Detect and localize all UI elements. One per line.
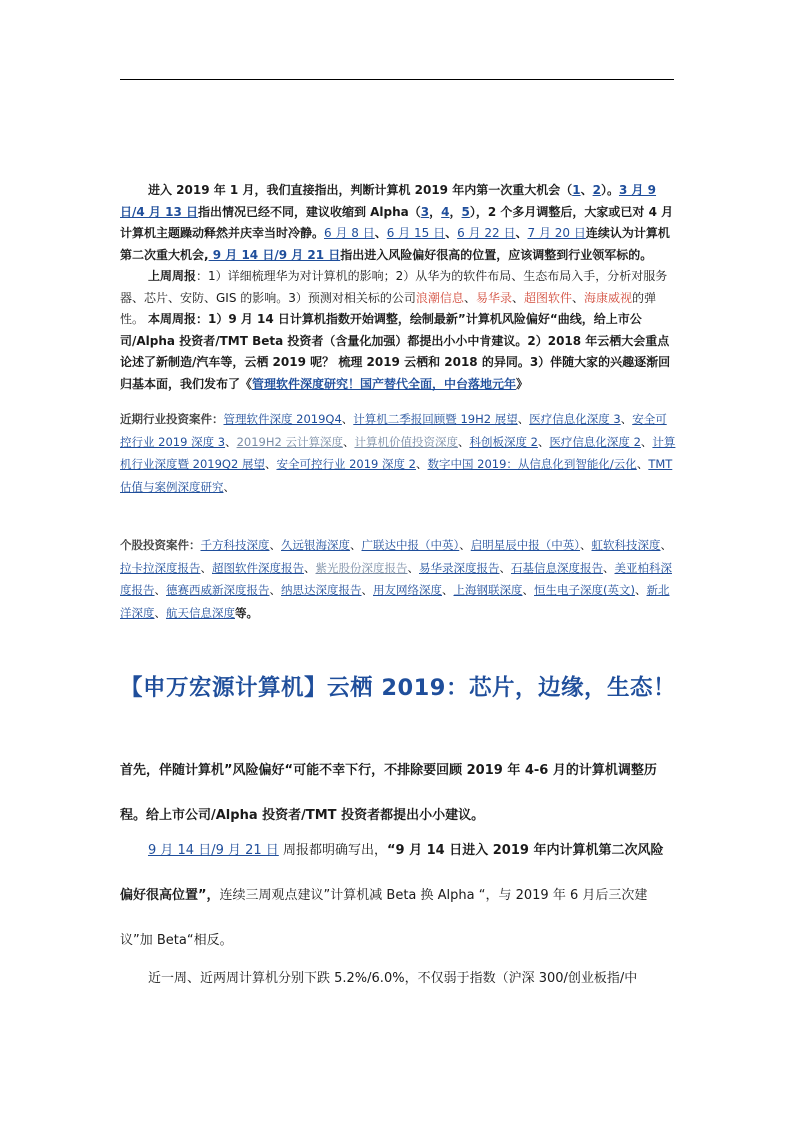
separator: 、 — [342, 434, 355, 449]
industry-case-link[interactable]: 2019H2 云计算深度 — [236, 434, 343, 449]
separator: 、 — [636, 457, 649, 472]
company-inspur: 浪潮信息 — [415, 290, 464, 305]
separator: 、 — [634, 583, 647, 598]
separator: 、 — [200, 560, 212, 575]
industry-cases-label: 近期行业投资案件 — [120, 412, 212, 426]
link-sep14-sep21[interactable]: 9 月 14 日/9 月 21 日 — [208, 247, 341, 262]
company-yihualu: 易华录 — [475, 290, 512, 305]
separator: 、 — [537, 434, 550, 449]
company-hikvision: 海康威视 — [584, 290, 633, 305]
separator: 、 — [522, 583, 534, 598]
intro-paragraph: 进入 2019 年 1 月，我们直接指出，判断计算机 2019 年内第一次重大机会（1、2）。3 月 9 日/4 月 13 日指出情况已经不同，建议收缩到 Alpha（3，4，5），2 个多月调整后，大家或已对 4 月计算机主题躁动释然并庆幸当时冷静。6 月 8 日、6 月 15 日、6 月 22 日、7 月 20 日连续认为计算机第二次重大机会, 9 月 14 日/9 月 21 日指出进入风险偏好很高的位置，应该调整到行业领军标的。 — [120, 183, 674, 262]
link-jun22[interactable]: 6 月 22 日 — [457, 226, 516, 240]
stock-cases-label: 个股投资案件 — [120, 538, 189, 552]
industry-case-link[interactable]: 医疗信息化深度 2 — [549, 434, 641, 449]
stocks-case-link[interactable]: 超图软件深度报告 — [212, 560, 304, 575]
separator: 、 — [223, 479, 235, 494]
separator: 、 — [269, 583, 281, 598]
separator: 、 — [517, 412, 530, 426]
separator: 、 — [416, 457, 428, 472]
link-management-software-report[interactable]: 管理软件深度研究！国产替代全面，中台落地元年 — [252, 376, 517, 391]
link-mar9-apr13[interactable]: 3 月 9 日/4 月 13 日 — [120, 183, 657, 219]
link-report-2[interactable]: 2 — [592, 183, 601, 197]
separator: 、 — [154, 583, 166, 598]
performance-paragraph: 近一周、近两周计算机分别下跌 5.2%/6.0%，不仅弱于指数（沪深 300/创业板指/中 — [148, 971, 638, 986]
link-jun15[interactable]: 6 月 15 日 — [386, 226, 446, 240]
separator: 、 — [580, 538, 592, 552]
stocks-case-link[interactable]: 新北洋深度 — [120, 583, 670, 620]
stock-cases-list — [120, 538, 672, 620]
stocks-case-link[interactable]: 紫光股份深度报告 — [315, 560, 408, 575]
link-alpha-5[interactable]: 5 — [461, 204, 470, 219]
separator: 、 — [361, 583, 373, 598]
separator: 、 — [457, 434, 470, 449]
stocks-case-link[interactable]: 用友网络深度 — [373, 583, 442, 598]
industry-case-link[interactable]: 计算机价值投资深度 — [354, 434, 458, 449]
this-week-paragraph: 本周周报：1）9 月 14 日计算机指数开始调整，绘制最新”计算机风险偏好“曲线，给上市公司/Alpha 投资者/TMT Beta 投资者（含量化加强）都提出小小中肯建议。2）2018 年云栖大会重点论述了新制造/汽车等，云栖 2019 呢？ 梳理 2019 云栖和 2018 的异同。3）伴随大家的兴趣逐渐回归基本面，我们发布了《管理软件深度研究！国产替代全面，中台落地元年》 — [120, 312, 671, 391]
separator: 、 — [225, 434, 237, 449]
industry-case-link[interactable]: 管理软件深度 2019Q4 — [223, 412, 342, 426]
link-report-1[interactable]: 1 — [572, 183, 581, 197]
industry-case-link[interactable]: 安全可控行业 2019 深度 3 — [120, 412, 667, 449]
link-sep14-sep21-weekly[interactable]: 9 月 14 日/9 月 21 日 — [148, 843, 279, 858]
stocks-case-link[interactable]: 德赛西威新深度报告 — [166, 583, 270, 598]
industry-case-link[interactable]: 科创板深度 2 — [469, 434, 538, 449]
separator: 、 — [341, 412, 354, 426]
industry-case-link[interactable]: 数字中国 2019：从信息化到智能化/云化 — [427, 457, 637, 472]
separator: 、 — [499, 560, 511, 575]
separator: 、 — [459, 538, 471, 552]
industry-case-link[interactable]: TMT 估值与案例深度研究 — [120, 457, 673, 494]
industry-case-link[interactable]: 计算机二季报回顾暨 19H2 展望 — [353, 412, 518, 426]
industry-case-link[interactable]: 医疗信息化深度 3 — [529, 412, 621, 426]
separator: 、 — [269, 538, 281, 552]
industry-case-link[interactable]: 计算机行业深度暨 2019Q2 展望 — [120, 434, 676, 472]
article-heading: 【申万宏源计算机】云栖 2019：芯片，边缘，生态！ — [120, 675, 676, 701]
stocks-case-link[interactable]: 航天信息深度 — [166, 605, 235, 620]
link-alpha-4[interactable]: 4 — [441, 204, 450, 219]
stocks-case-link[interactable]: 纳思达深度报告 — [281, 583, 362, 598]
last-week-paragraph: 上周周报：1）详细梳理华为对计算机的影响；2）从华为的软件布局、生态布局入手，分析对服务器、芯片、安防、GIS 的影响。3）预测对相关标的公司浪潮信息、易华录、超图软件、海康威视的弹性。 — [120, 269, 668, 326]
separator: 、 — [640, 434, 653, 449]
separator: 、 — [407, 560, 419, 575]
separator: 、 — [350, 538, 362, 552]
industry-case-link[interactable]: 安全可控行业 2019 深度 2 — [276, 457, 417, 472]
separator: 、 — [603, 560, 615, 575]
separator: 、 — [620, 412, 633, 426]
company-supermap: 超图软件 — [523, 290, 572, 305]
stocks-case-link[interactable]: 启明星辰中报（中英） — [470, 538, 580, 552]
stock-cases: 个股投资案件：千方科技深度、久远银海深度、广联达中报（中英）、启明星辰中报（中英）、虹软科技深度、拉卡拉深度报告、超图软件深度报告、紫光股份深度报告、易华录深度报告、石基信息深度报告、美亚柏科深度报告、德赛西威新深度报告、纳思达深度报告、用友网络深度、上海钢联深度、恒生电子深度(英文)、新北洋深度、航天信息深度等。 — [120, 538, 672, 620]
separator: 、 — [442, 583, 454, 598]
first-paragraph: 首先，伴随计算机”风险偏好“可能不幸下行，不排除要回顾 2019 年 4-6 月的计算机调整历程。给上市公司/Alpha 投资者/TMT 投资者都提出小小建议。 — [120, 763, 657, 823]
stocks-case-link[interactable]: 广联达中报（中英） — [361, 538, 460, 552]
stocks-case-link[interactable]: 虹软科技深度 — [591, 538, 661, 552]
stocks-case-link[interactable]: 久远银海深度 — [281, 538, 350, 552]
stocks-case-link[interactable]: 拉卡拉深度报告 — [120, 560, 201, 575]
stocks-case-link[interactable]: 恒生电子深度(英文) — [534, 583, 635, 598]
stocks-case-link[interactable]: 上海钢联深度 — [453, 583, 523, 598]
industry-cases: 近期行业投资案件：管理软件深度 2019Q4、计算机二季报回顾暨 19H2 展望、医疗信息化深度 3、安全可控行业 2019 深度 3、2019H2 云计算深度、计算机价值投资深度、科创板深度 2、医疗信息化深度 2、计算机行业深度暨 2019Q2 展望、安全可控行业 2019 深度 2、数字中国 2019：从信息化到智能化/云化、TMT 估值与案例深度研究、 — [120, 412, 676, 494]
weekly-paragraph: 9 月 14 日/9 月 21 日 周报都明确写出，“9 月 14 日进入 2019 年内计算机第二次风险偏好很高位置”，连续三周观点建议”计算机减 Beta 换 Alpha “，与 2019 年 6 月后三次建议”加 Beta“相反。 — [120, 843, 664, 948]
link-jun8[interactable]: 6 月 8 日 — [324, 226, 375, 240]
link-alpha-3[interactable]: 3 — [420, 204, 430, 219]
separator: 、 — [264, 457, 277, 472]
stocks-case-link[interactable]: 易华录深度报告 — [419, 560, 500, 575]
link-jul20[interactable]: 7 月 20 日 — [527, 226, 586, 240]
stocks-case-link[interactable]: 石基信息深度报告 — [511, 560, 603, 575]
separator: 、 — [154, 605, 166, 620]
separator: 、 — [660, 538, 672, 552]
stocks-case-link[interactable]: 美亚柏科深度报告 — [120, 560, 672, 598]
separator: 、 — [304, 560, 316, 575]
stocks-case-link[interactable]: 千方科技深度 — [200, 538, 270, 552]
header-rule — [120, 79, 674, 80]
